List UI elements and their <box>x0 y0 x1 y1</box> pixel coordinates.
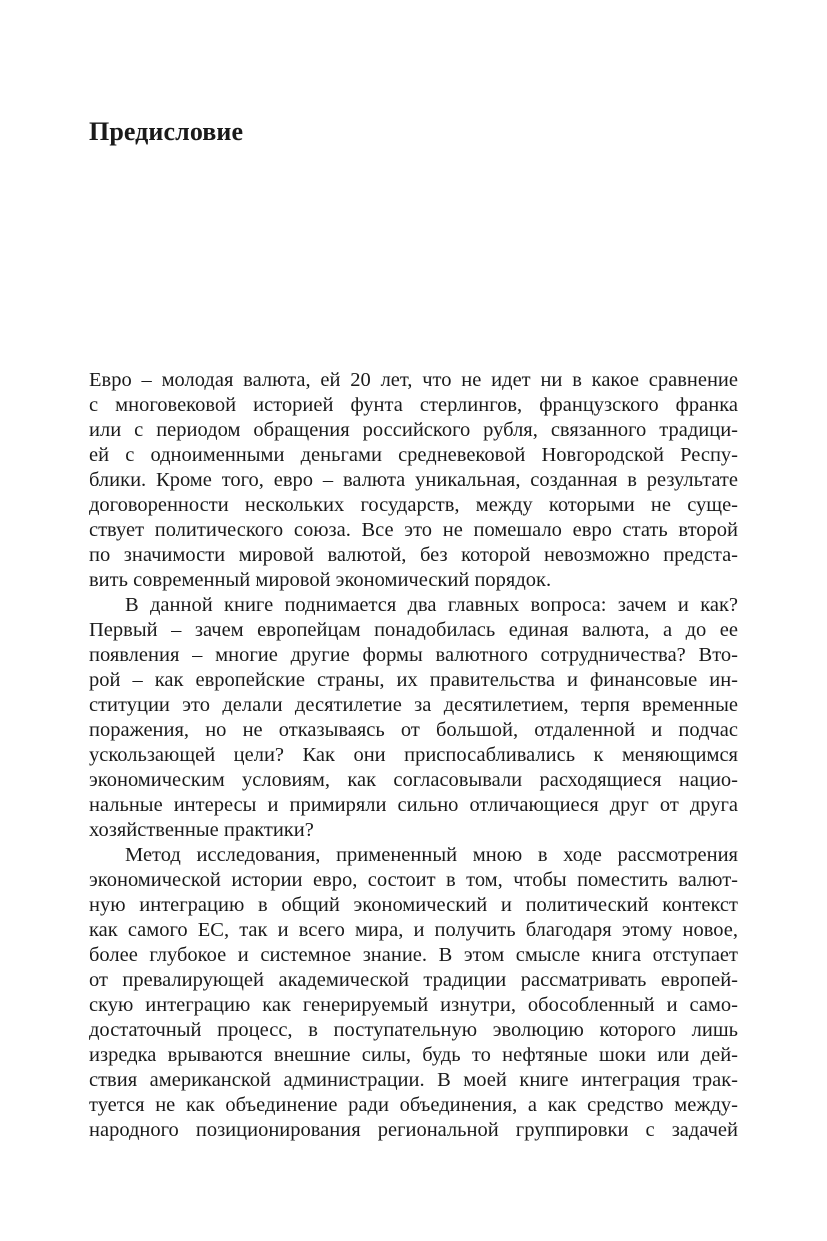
text-line: появления – многие другие формы валютного сотрудничества? Вто- <box>89 644 738 666</box>
text-line: поражения, но не отказываясь от большой, отдаленной и подчас <box>89 719 738 741</box>
text-line: более глубокое и системное знание. В этом смысле книга отступает <box>89 944 738 966</box>
body-text <box>89 368 738 1143</box>
text-line: Метод исследования, примененный мною в ходе рассмотрения <box>125 844 738 866</box>
text-line: договоренности нескольких государств, между которыми не суще- <box>89 494 738 516</box>
text-line: или с периодом обращения российского рубля, связанного традици- <box>89 419 738 441</box>
text-line: ную интеграцию в общий экономический и политический контекст <box>89 894 738 916</box>
text-line: экономическим условиям, как согласовывали расходящиеся нацио- <box>89 769 738 791</box>
text-line: нальные интересы и примиряли сильно отличающиеся друг от друга <box>89 794 738 816</box>
text-line: вить современный мировой экономический порядок. <box>89 569 552 591</box>
text-line: В данной книге поднимается два главных вопроса: зачем и как? <box>125 594 738 616</box>
text-line: как самого ЕС, так и всего мира, и получить благодаря этому новое, <box>89 919 738 941</box>
text-line: ей с одноименными деньгами средневековой Новгородской Респу- <box>89 444 738 466</box>
text-line: изредка врываются внешние силы, будь то нефтяные шоки или дей- <box>89 1044 738 1066</box>
text-line: Первый – зачем европейцам понадобилась единая валюта, а до ее <box>89 619 738 641</box>
text-line: ствует политического союза. Все это не помешало евро стать второй <box>89 519 738 541</box>
text-line: народного позиционирования региональной группировки с задачей <box>89 1119 738 1141</box>
text-line: по значимости мировой валютой, без которой невозможно предста- <box>89 544 738 566</box>
text-line: ствия американской администрации. В моей книге интеграция трак- <box>89 1069 738 1091</box>
paragraph-1 <box>89 368 738 593</box>
text-line: туется не как объединение ради объединения, а как средство между- <box>89 1094 738 1116</box>
text-line: экономической истории евро, состоит в том, чтобы поместить валют- <box>89 869 738 891</box>
text-line: блики. Кроме того, евро – валюта уникальная, созданная в результате <box>89 469 738 491</box>
text-line: достаточный процесс, в поступательную эволюцию которого лишь <box>89 1019 738 1041</box>
text-line: с многовековой историей фунта стерлингов, французского франка <box>89 394 738 416</box>
paragraph-3 <box>89 843 738 1143</box>
text-line: скую интеграцию как генерируемый изнутри, обособленный и само- <box>89 994 738 1016</box>
text-line: от превалирующей академической традиции рассматривать европей- <box>89 969 738 991</box>
text-line: ускользающей цели? Как они приспосабливались к меняющимся <box>89 744 738 766</box>
chapter-heading: Предисловие <box>89 117 244 146</box>
paragraph-2 <box>89 593 738 843</box>
text-line: хозяйственные практики? <box>89 819 314 841</box>
text-line: ституции это делали десятилетие за десятилетием, терпя временные <box>89 694 738 716</box>
text-line: Евро – молодая валюта, ей 20 лет, что не идет ни в какое сравнение <box>89 369 738 391</box>
text-line: рой – как европейские страны, их правительства и финансовые ин- <box>89 669 738 691</box>
